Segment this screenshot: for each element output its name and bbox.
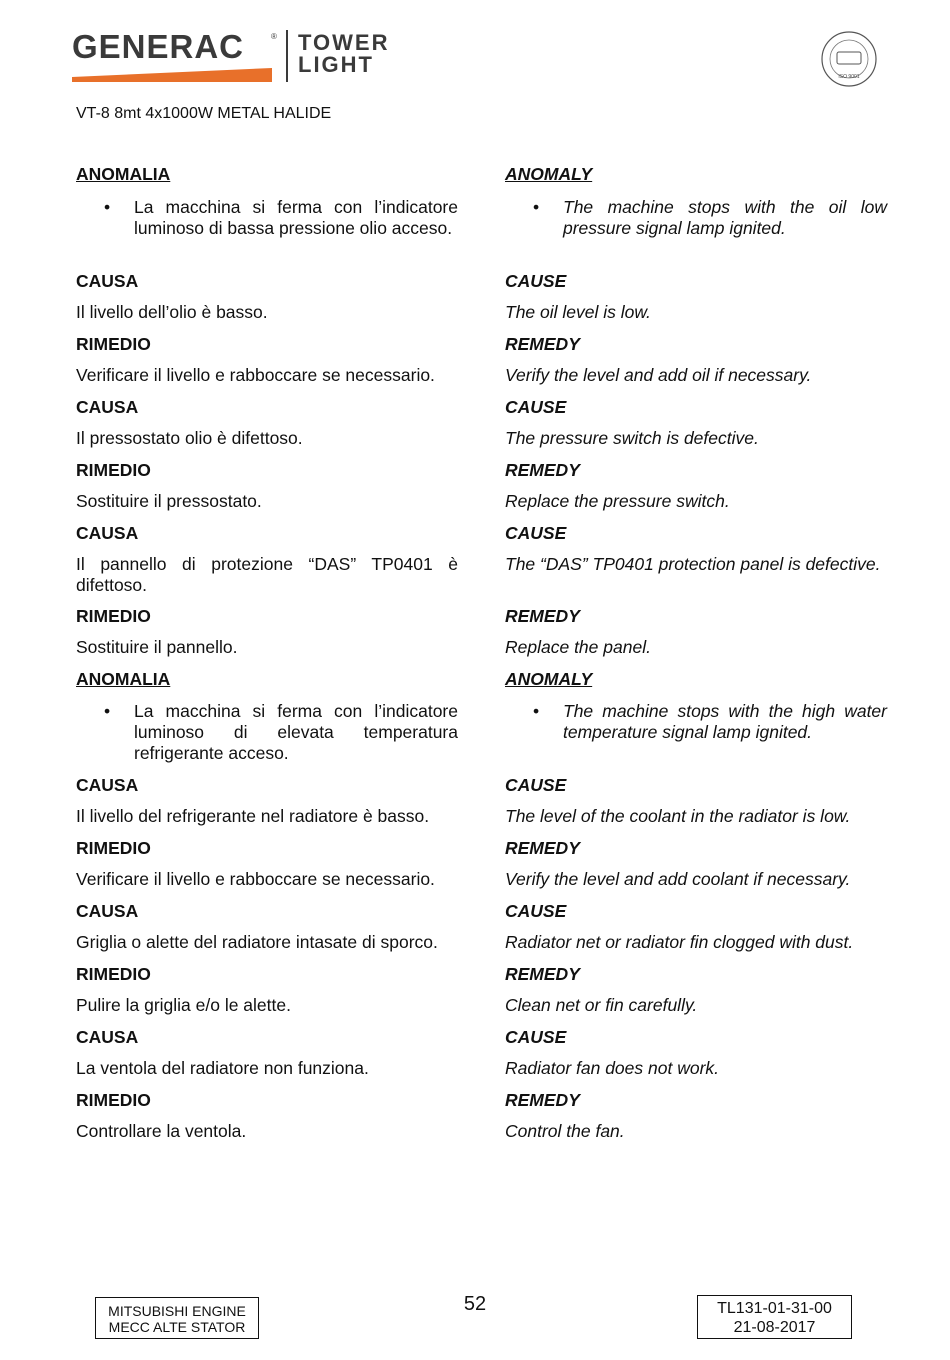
product-line-1: TOWER xyxy=(298,30,390,55)
cause-text: Radiator fan does not work. xyxy=(505,1058,720,1078)
anomaly-heading: ANOMALY xyxy=(505,164,593,184)
model-title: VT-8 8mt 4x1000W METAL HALIDE xyxy=(76,105,332,122)
cause-text: The pressure switch is defective. xyxy=(505,428,759,448)
cause-heading: CAUSA xyxy=(76,901,139,921)
generac-tower-light-logo xyxy=(72,28,432,84)
anomaly-heading: ANOMALIA xyxy=(76,164,171,184)
cause-text: Il pannello di protezione “DAS” TP0401 è difettoso. xyxy=(76,554,458,595)
remedy-text: Sostituire il pressostato. xyxy=(76,491,262,511)
cause-text: La ventola del radiatore non funziona. xyxy=(76,1058,369,1078)
anomaly-description: La macchina si ferma con l’indicatore luminoso di elevata temperatura refrigerante acceso. xyxy=(134,701,458,763)
engine-info-box xyxy=(95,1297,259,1339)
cause-text: Radiator net or radiator fin clogged with dust. xyxy=(505,932,854,952)
cause-heading: CAUSE xyxy=(505,901,567,921)
bullet-dot: • xyxy=(104,197,111,217)
remedy-heading: REMEDY xyxy=(505,334,580,354)
cause-heading: CAUSA xyxy=(76,1027,139,1047)
remedy-heading: RIMEDIO xyxy=(76,964,151,984)
remedy-text: Controllare la ventola. xyxy=(76,1121,247,1141)
bullet-dot: • xyxy=(533,197,540,217)
cause-text: Il pressostato olio è difettoso. xyxy=(76,428,303,448)
remedy-text: Sostituire il pannello. xyxy=(76,637,238,657)
anomaly-bullet xyxy=(76,701,458,764)
brand-swoosh-icon xyxy=(72,68,272,82)
document-code: TL131-01-31-00 xyxy=(717,1300,832,1317)
remedy-text: Verificare il livello e rabboccare se necessario. xyxy=(76,869,435,889)
document-code-box xyxy=(697,1295,852,1339)
brand-name: GENERAC xyxy=(72,28,245,65)
anomaly-bullet xyxy=(76,197,458,239)
remedy-text: Verify the level and add coolant if necessary. xyxy=(505,869,851,889)
anomaly-bullet xyxy=(505,701,887,743)
cert-label: ISO 9001 xyxy=(838,74,860,80)
remedy-heading: RIMEDIO xyxy=(76,1090,151,1110)
remedy-heading: REMEDY xyxy=(505,838,580,858)
anomaly-bullet xyxy=(505,197,887,239)
cause-heading: CAUSA xyxy=(76,523,139,543)
cause-text: Il livello dell’olio è basso. xyxy=(76,302,268,322)
cause-heading: CAUSA xyxy=(76,397,139,417)
bullet-dot: • xyxy=(104,701,111,721)
page-number: 52 xyxy=(463,1293,487,1315)
product-line-2: LIGHT xyxy=(298,52,374,77)
cause-heading: CAUSE xyxy=(505,397,567,417)
anomaly-heading: ANOMALY xyxy=(505,669,593,689)
remedy-heading: RIMEDIO xyxy=(76,460,151,480)
remedy-text: Clean net or fin carefully. xyxy=(505,995,698,1015)
anomaly-description: The machine stops with the oil low pressure signal lamp ignited. xyxy=(563,197,887,238)
remedy-heading: RIMEDIO xyxy=(76,838,151,858)
anomaly-description: The machine stops with the high water temperature signal lamp ignited. xyxy=(563,701,887,742)
remedy-text: Pulire la griglia e/o le alette. xyxy=(76,995,291,1015)
cause-text: The oil level is low. xyxy=(505,302,651,322)
cause-heading: CAUSA xyxy=(76,271,139,291)
logo-divider xyxy=(286,30,288,82)
remedy-heading: REMEDY xyxy=(505,1090,580,1110)
cause-heading: CAUSE xyxy=(505,271,567,291)
remedy-text: Replace the pressure switch. xyxy=(505,491,730,511)
stator-line: MECC ALTE STATOR xyxy=(108,1319,246,1335)
remedy-text: Control the fan. xyxy=(505,1121,625,1141)
anomaly-heading: ANOMALIA xyxy=(76,669,171,689)
cause-text: Griglia o alette del radiatore intasate di sporco. xyxy=(76,932,438,952)
product-line-name xyxy=(298,32,389,76)
bullet-dot: • xyxy=(533,701,540,721)
remedy-text: Verify the level and add oil if necessary. xyxy=(505,365,812,385)
remedy-text: Verificare il livello e rabboccare se necessario. xyxy=(76,365,435,385)
remedy-heading: REMEDY xyxy=(505,460,580,480)
remedy-heading: REMEDY xyxy=(505,606,580,626)
cause-text: The “DAS” TP0401 protection panel is defective. xyxy=(505,554,881,574)
remedy-heading: REMEDY xyxy=(505,964,580,984)
remedy-heading: RIMEDIO xyxy=(76,334,151,354)
engine-line: MITSUBISHI ENGINE xyxy=(108,1303,246,1319)
cause-heading: CAUSE xyxy=(505,523,567,543)
document-date: 21-08-2017 xyxy=(733,1319,816,1336)
cause-text: The level of the coolant in the radiator is low. xyxy=(505,806,851,826)
cause-heading: CAUSA xyxy=(76,775,139,795)
registered-mark: ® xyxy=(271,32,277,41)
remedy-heading: RIMEDIO xyxy=(76,606,151,626)
certification-seal-icon xyxy=(820,30,878,88)
anomaly-description: La macchina si ferma con l’indicatore luminoso di bassa pressione olio acceso. xyxy=(134,197,458,238)
cause-text: Il livello del refrigerante nel radiatore è basso. xyxy=(76,806,430,826)
remedy-text: Replace the panel. xyxy=(505,637,651,657)
cause-heading: CAUSE xyxy=(505,1027,567,1047)
cause-heading: CAUSE xyxy=(505,775,567,795)
